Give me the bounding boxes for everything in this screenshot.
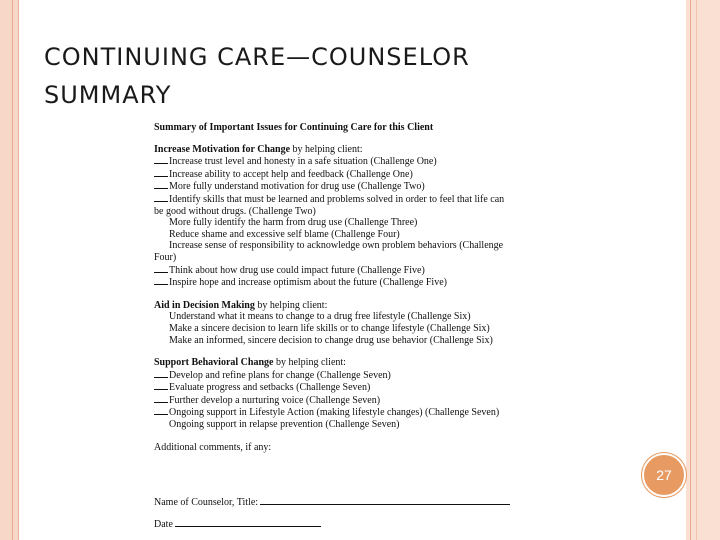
checklist-item: Make a sincere decision to learn life skills or to change lifestyle (Challenge Six) <box>154 323 514 335</box>
border-line <box>696 0 697 540</box>
slide-title-line2: SUMMARY <box>44 81 172 109</box>
checklist-item: Make an informed, sincere decision to change drug use behavior (Challenge Six) <box>154 335 514 347</box>
counselor-label: Name of Counselor, Title: <box>154 497 259 508</box>
slide-title-line1: CONTINUING CARE—COUNSELOR <box>44 43 470 71</box>
document-title: Summary of Important Issues for Continuing Care for this Client <box>154 122 434 133</box>
left-decorative-border <box>0 0 19 540</box>
blank-space <box>154 323 168 331</box>
blank-space <box>154 229 168 237</box>
section-heading: Increase Motivation for Change by helping client: <box>154 143 363 155</box>
checklist-item: Further develop a nurturing voice (Challenge Seven) <box>154 394 514 407</box>
date-line <box>154 517 321 530</box>
checklist-item: Ongoing support in Lifestyle Action (making lifestyle changes) (Challenge Seven) <box>154 406 514 419</box>
section-motivation <box>154 144 514 289</box>
counselor-blank <box>260 495 510 505</box>
checklist-item: Increase sense of responsibility to acknowledge own problem behaviors (Challenge Four) <box>154 240 504 263</box>
checklist-item: Develop and refine plans for change (Challenge Seven) <box>154 369 514 382</box>
blank-line <box>154 276 168 285</box>
date-blank <box>175 517 321 527</box>
section-behavioral-change <box>154 357 514 431</box>
checklist-item: Ongoing support in relapse prevention (Challenge Seven) <box>154 419 514 431</box>
section-decision-making <box>154 300 514 346</box>
checklist-item: Think about how drug use could impact future (Challenge Five) <box>154 264 514 277</box>
slide-title <box>44 38 644 114</box>
blank-line <box>154 369 168 378</box>
blank-line <box>154 168 168 177</box>
border-line <box>690 0 691 540</box>
additional-comments-label: Additional comments, if any: <box>154 441 272 453</box>
blank-line <box>154 406 168 415</box>
blank-line <box>154 180 168 189</box>
checklist-item: Inspire hope and increase optimism about the future (Challenge Five) <box>154 276 514 289</box>
blank-line <box>154 264 168 273</box>
blank-space <box>154 335 168 343</box>
right-decorative-border <box>686 0 720 540</box>
checklist-item: Reduce shame and excessive self blame (Challenge Four) <box>154 229 514 241</box>
blank-line <box>154 193 168 202</box>
date-label: Date <box>154 519 173 530</box>
blank-space <box>154 217 168 225</box>
checklist-item: Increase ability to accept help and feedback (Challenge One) <box>154 168 514 181</box>
summary-document <box>154 122 514 453</box>
counselor-signature-line <box>154 495 510 508</box>
blank-line <box>154 394 168 403</box>
section-heading: Aid in Decision Making by helping client: <box>154 299 328 311</box>
checklist-item: Evaluate progress and setbacks (Challenge Seven) <box>154 381 514 394</box>
blank-space <box>154 419 168 427</box>
blank-space <box>154 240 168 248</box>
checklist-item: More fully understand motivation for drug use (Challenge Two) <box>154 180 514 193</box>
page-number-badge: 27 <box>642 453 686 497</box>
section-heading: Support Behavioral Change by helping client: <box>154 357 346 369</box>
checklist-item: Understand what it means to change to a drug free lifestyle (Challenge Six) <box>154 311 514 323</box>
blank-space <box>154 311 168 319</box>
checklist-item: Identify skills that must be learned and problems solved in order to feel that life can be good without drugs. (Challenge Two) <box>154 193 505 217</box>
checklist-item: Increase trust level and honesty in a safe situation (Challenge One) <box>154 155 514 168</box>
blank-line <box>154 381 168 390</box>
blank-line <box>154 155 168 164</box>
checklist-item: More fully identify the harm from drug use (Challenge Three) <box>154 217 514 229</box>
